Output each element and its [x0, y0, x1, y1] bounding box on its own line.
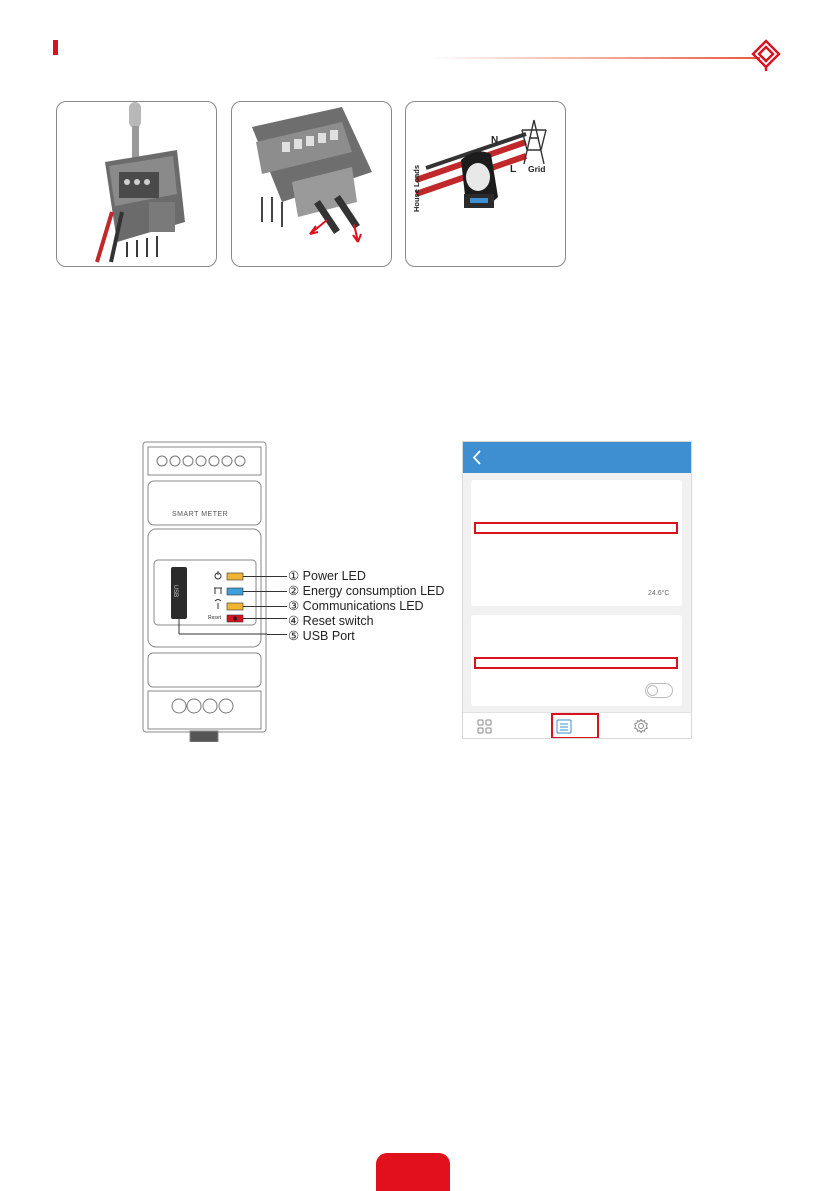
list-icon[interactable]	[556, 719, 572, 734]
app-screenshot	[462, 441, 692, 739]
app-info-card	[471, 480, 682, 606]
grid-icon[interactable]	[477, 719, 492, 734]
ct-clamp-image	[405, 101, 566, 267]
callout-usb-port: ⑤ USB Port	[288, 629, 355, 643]
ct-house-loads-label: House Loads	[412, 164, 422, 213]
smart-meter-title: SMART METER	[172, 511, 229, 518]
temperature-readout: 24.6°C	[648, 590, 670, 597]
page-number-tab	[376, 1153, 450, 1191]
header-accent-bar	[53, 40, 58, 55]
app-header-bar	[463, 442, 691, 473]
app-settings-card	[471, 615, 682, 706]
usb-port-label: USB	[172, 584, 179, 598]
toggle-switch[interactable]	[645, 683, 673, 698]
gear-icon[interactable]	[633, 718, 649, 734]
diamond-logo-icon	[750, 38, 782, 72]
smart-meter-device	[142, 441, 267, 742]
app-tab-bar	[463, 712, 691, 739]
highlight-box-1	[474, 522, 678, 534]
callout-energy-consumption-led: ② Energy consumption LED	[288, 584, 445, 598]
highlight-box-2	[474, 657, 678, 669]
ct-grid-label: Grid	[528, 164, 546, 174]
inverter-connector-image	[56, 101, 217, 267]
callout-reset-switch: ④ Reset switch	[288, 614, 374, 628]
reset-switch-label: Reset	[208, 615, 222, 621]
header-divider-line	[430, 57, 760, 59]
callout-leader-lines	[267, 570, 287, 640]
inverter-cable-removal-image	[231, 101, 392, 267]
callout-power-led: ① Power LED	[288, 569, 366, 583]
back-arrow-icon[interactable]	[472, 450, 482, 465]
ct-line-label: L	[510, 164, 517, 175]
callout-communications-led: ③ Communications LED	[288, 599, 424, 613]
ct-neutral-label: N	[491, 135, 499, 146]
